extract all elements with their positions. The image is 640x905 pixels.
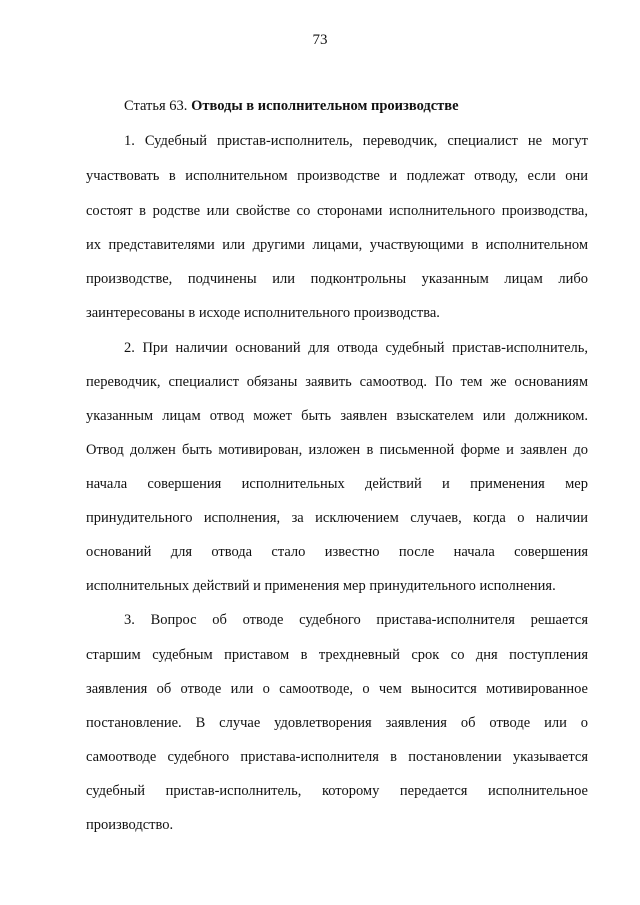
paragraph-1-line: заинтересованы в исходе исполнительного производства.	[86, 305, 440, 321]
paragraph-3-line: судебный пристав-исполнитель, которому передается исполнительное	[86, 783, 588, 799]
paragraph-1-line: 1. Судебный пристав-исполнитель, переводчик, специалист не могут	[124, 133, 588, 149]
paragraph-2-line: исполнительных действий и применения мер принудительного исполнения.	[86, 578, 556, 594]
paragraph-3-line: 3. Вопрос об отводе судебного пристава-исполнителя решается	[124, 612, 588, 628]
paragraph-3-line: постановление. В случае удовлетворения заявления об отводе или о	[86, 715, 588, 731]
paragraph-2-line: указанным лицам отвод может быть заявлен взыскателем или должником.	[86, 408, 588, 424]
page-number: 73	[312, 32, 328, 48]
paragraph-3-line: самоотводе судебного пристава-исполнителя в постановлении указывается	[86, 749, 588, 765]
paragraph-1-line: участвовать в исполнительном производстве и подлежат отводу, если они	[86, 168, 588, 184]
paragraph-1-line: состоят в родстве или свойстве со сторонами исполнительного производства,	[86, 203, 588, 219]
paragraph-3-line: старшим судебным приставом в трехдневный срок со дня поступления	[86, 647, 588, 663]
paragraph-1-line: производстве, подчинены или подконтрольны указанным лицам либо	[86, 271, 588, 287]
article-heading	[124, 98, 459, 115]
paragraph-1-line: их представителями или другими лицами, участвующими в исполнительном	[86, 237, 588, 253]
paragraph-2-line: оснований для отвода стало известно после начала совершения	[86, 544, 588, 560]
paragraph-3-line: заявления об отводе или о самоотводе, о чем выносится мотивированное	[86, 681, 588, 697]
article-label: Статья 63.	[124, 98, 188, 114]
paragraph-2-line: 2. При наличии оснований для отвода судебный пристав-исполнитель,	[124, 340, 588, 356]
paragraph-2-line: принудительного исполнения, за исключением случаев, когда о наличии	[86, 510, 588, 526]
paragraph-2-line: переводчик, специалист обязаны заявить самоотвод. По тем же основаниям	[86, 374, 588, 390]
paragraph-2-line: Отвод должен быть мотивирован, изложен в письменной форме и заявлен до	[86, 442, 588, 458]
paragraph-2-line: начала совершения исполнительных действий и применения мер	[86, 476, 588, 492]
paragraph-3-line: производство.	[86, 817, 174, 833]
article-title: Отводы в исполнительном производстве	[191, 98, 459, 114]
